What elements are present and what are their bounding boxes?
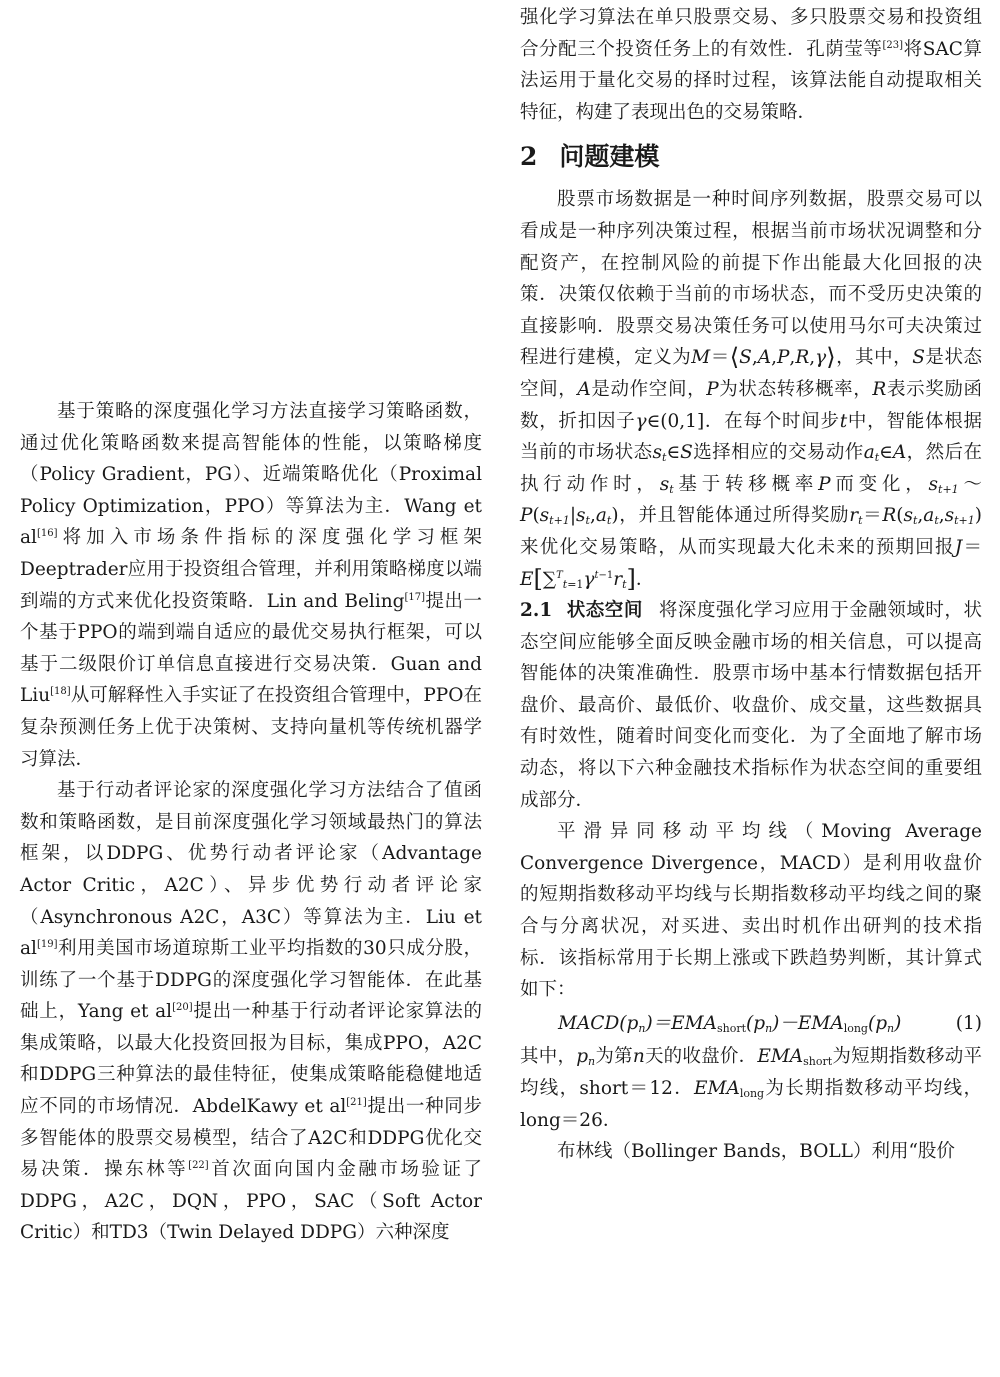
subsection-text: 将深度强化学习应用于金融领域时，状态空间应能够全面反映金融市场的相关信息，可以提高智能体的决策准确性．股票市场中基本行情数据包括开盘价、最高价、最低价、收盘价、成交量，这些数据具有时效性，随着时间变化而变化．为了全面地了解市场动态，将以下六种金融技术指标作为状态空间的重要组成部分． <box>520 600 982 811</box>
paragraph-actor-critic: 基于行动者评论家的深度强化学习方法结合了值函数和策略函数，是目前深度强化学习领域最热门的算法框架，以DDPG、优势行动者评论家（Advantage Actor Critic，A2C）、异步优势行动者评论家（Asynchronous A2C，A3C）等算法为主．Liu et al[19]利用美国市场道琼斯工业平均指数的30只成分股，训练了一个基于DDPG的深度强化学习智能体．在此基础上，Yang et al[20]提出一种基于行动者评论家算法的集成策略，以最大化投资回报为目标，集成PPO，A2C和DDPG三种算法的最佳特征，使集成策略能稳健地适应不同的市场情况．AbdelKawy et al[21]提出一种同步多智能体的股票交易模型，结合了A2C和DDPG优化交易决策．操东林等[22]首次面向国内金融市场验证了DDPG，A2C，DQN，PPO，SAC（Soft Actor Critic）和TD3（Twin Delayed DDPG）六种深度 <box>20 780 482 1244</box>
section-number: 2 <box>520 142 538 172</box>
section-title: 问题建模 <box>559 142 660 172</box>
equation-macd: $MACD(p_n)=EMA_{short}(p_n)-EMA_{long}(p_n)$ (1) <box>520 1008 982 1040</box>
right-column <box>520 2 982 1168</box>
subsection-heading <box>520 600 659 621</box>
paragraph-boll: 布林线（Bollinger Bands，BOLL）利用“股价 <box>557 1141 955 1163</box>
paragraph-macd: 平滑异同移动平均线（Moving Average Convergence Divergence，MACD）是利用收盘价的短期指数移动平均线与长期指数移动平均线之间的聚合与分离状况，对买进、卖出时机作出研判的技术指标．该指标常用于长期上涨或下跌趋势判断，其计算式如下： <box>520 821 982 1001</box>
subsection-number: 2.1 <box>520 600 553 622</box>
subsection-title: 状态空间 <box>566 600 643 622</box>
left-column <box>20 396 482 1249</box>
section-heading <box>520 140 982 174</box>
paragraph-eq-explain: 其中，$p_n$为第n天的收盘价．$EMA_{short}$为短期指数移动平均线，short＝12．$EMA_{long}$为长期指数移动平均线，long＝26． <box>520 1046 982 1131</box>
equation-number: (1) <box>955 1012 982 1034</box>
paragraph-continued: 强化学习算法在单只股票交易、多只股票交易和投资组合分配三个投资任务上的有效性．孔荫莹等[23]将SAC算法运用于量化交易的择时过程，该算法能自动提取相关特征，构建了表现出色的交易策略． <box>520 7 982 123</box>
subsection-paragraph <box>520 595 982 816</box>
paragraph-problem-modeling: 股票市场数据是一种时间序列数据，股票交易可以看成是一种序列决策过程，根据当前市场状况调整和分配资产，在控制风险的前提下作出能最大化回报的决策．决策仅依赖于当前的市场状态，而不受历史决策的直接影响．股票交易决策任务可以使用马尔可夫决策过程进行建模，定义为M＝⟨S,A,P,R,γ⟩，其中，S是状态空间，A是动作空间，P为状态转移概率，R表示奖励函数，折扣因子γ∈(0,1]．在每个时间步t中，智能体根据当前的市场状态$s_t\in S$选择相应的交易动作$a_t\in A$，然后在执行动作时，$s_t$基于转移概率P而变化，$s_{t+1}\sim P(s_{t+1}|s_t,a_t)$，并且智能体通过所得奖励$r_t=R(s_t,a_t,s_{t+1})$来优化交易策略，从而实现最大化未来的预期回报$J=E[\sum^T_{t=1}\gamma^{t-1}r_t]$． <box>520 189 982 593</box>
paragraph-policy-based: 基于策略的深度强化学习方法直接学习策略函数，通过优化策略函数来提高智能体的性能，以策略梯度（Policy Gradient，PG）、近端策略优化（Proximal Policy Optimization，PPO）等算法为主．Wang et al[16]将加入市场条件指标的深度强化学习框架Deeptrader应用于投资组合管理，并利用策略梯度以端到端的方式来优化投资策略．Lin and Beling[17]提出一个基于PPO的端到端自适应的最优交易执行框架，可以基于二级限价订单信息直接进行交易决策．Guan and Liu[18]从可解释性入手实证了在投资组合管理中，PPO在复杂预测任务上优于决策树、支持向量机等传统机器学习算法． <box>20 401 482 770</box>
